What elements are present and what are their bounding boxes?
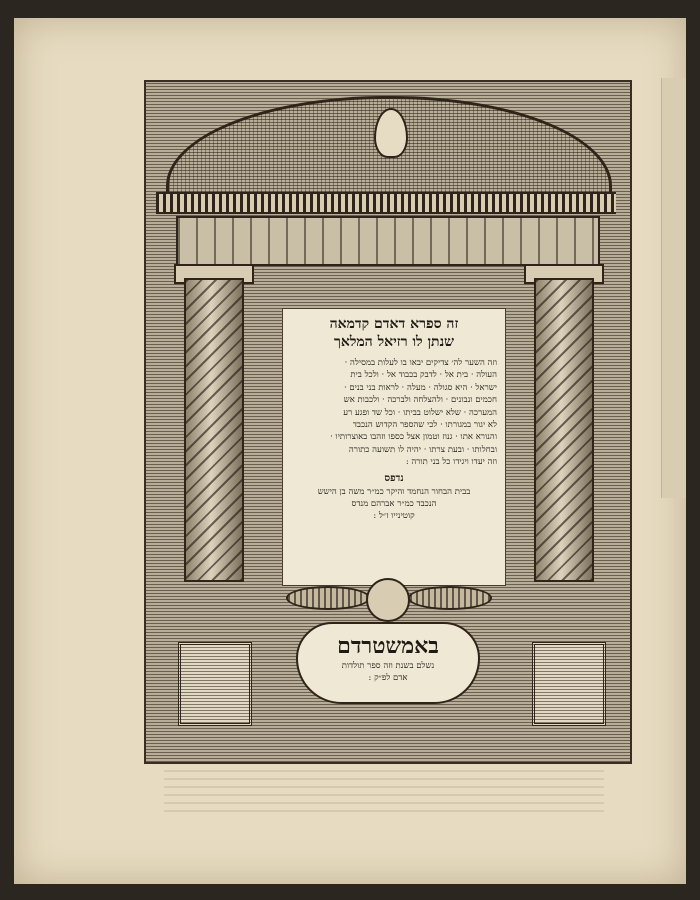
woodcut-frame bbox=[144, 80, 632, 764]
title-body-text bbox=[291, 357, 497, 469]
body-line: המערכה · שלא ישלוט בביתו · וכל שד ופגע רע bbox=[343, 407, 497, 418]
left-pedestal bbox=[178, 642, 252, 726]
body-line: והנורא אתו · גנוז וטמון אצל כספו וזהבו באוצרותיו · bbox=[330, 432, 497, 443]
book-page bbox=[14, 18, 686, 884]
body-line: העולה · בית אל · לדבק בכבוד אל · ולכל בית bbox=[350, 370, 497, 381]
imprint-cartouche bbox=[296, 622, 480, 704]
left-wing-ornament bbox=[286, 586, 370, 610]
cherub-head-ornament bbox=[366, 578, 410, 622]
dentil-cornice bbox=[156, 192, 616, 214]
left-column bbox=[184, 278, 244, 582]
printer-line: הנכבד כמ״ר אברהם מנדס bbox=[351, 498, 437, 509]
body-line: וזה יעדו ויגידו כל בני תורה : bbox=[405, 457, 497, 468]
body-line: חכמים ונבונים · ולהצלחה ולברכה · ולכבות אש bbox=[343, 395, 497, 406]
imprint-year-line: נשלם בשנת וזה ספר תולדות bbox=[341, 661, 435, 671]
imprint-city: באמשטרדם bbox=[337, 633, 439, 659]
show-through-text bbox=[164, 766, 604, 812]
garland-frieze bbox=[176, 216, 600, 266]
printer-line: בבית הבחור הנחמד והיקר כמ״ר משה בן הישש bbox=[317, 486, 471, 497]
printed-label: נדפס bbox=[384, 472, 404, 484]
right-column bbox=[534, 278, 594, 582]
right-wing-ornament bbox=[408, 586, 492, 610]
title-line-2: שנתן לו רזיאל המלאך bbox=[333, 334, 455, 350]
body-line: ישראל · היא סגולה · מעלה · לראות בני בנים · bbox=[343, 382, 497, 393]
body-line: ובחלותו · ובעת צרתו · יהיה לו תשועה כתורה bbox=[348, 444, 497, 455]
title-panel bbox=[282, 308, 506, 586]
body-line: לא יגור במגורתו · לכי שהספר הקדוש הנכבד bbox=[352, 420, 497, 431]
imprint-year-line: אדם לפ״ק : bbox=[368, 673, 408, 683]
right-pedestal bbox=[532, 642, 606, 726]
printer-line: קוטינייו ז״ל : bbox=[373, 510, 415, 521]
body-line: וזה השער לה׳ צדיקים יבאו בו לעלות במסילה · bbox=[344, 358, 497, 368]
title-line-1: זה ספרא דאדם קדמאה bbox=[329, 316, 459, 332]
next-page-edge bbox=[661, 78, 686, 498]
